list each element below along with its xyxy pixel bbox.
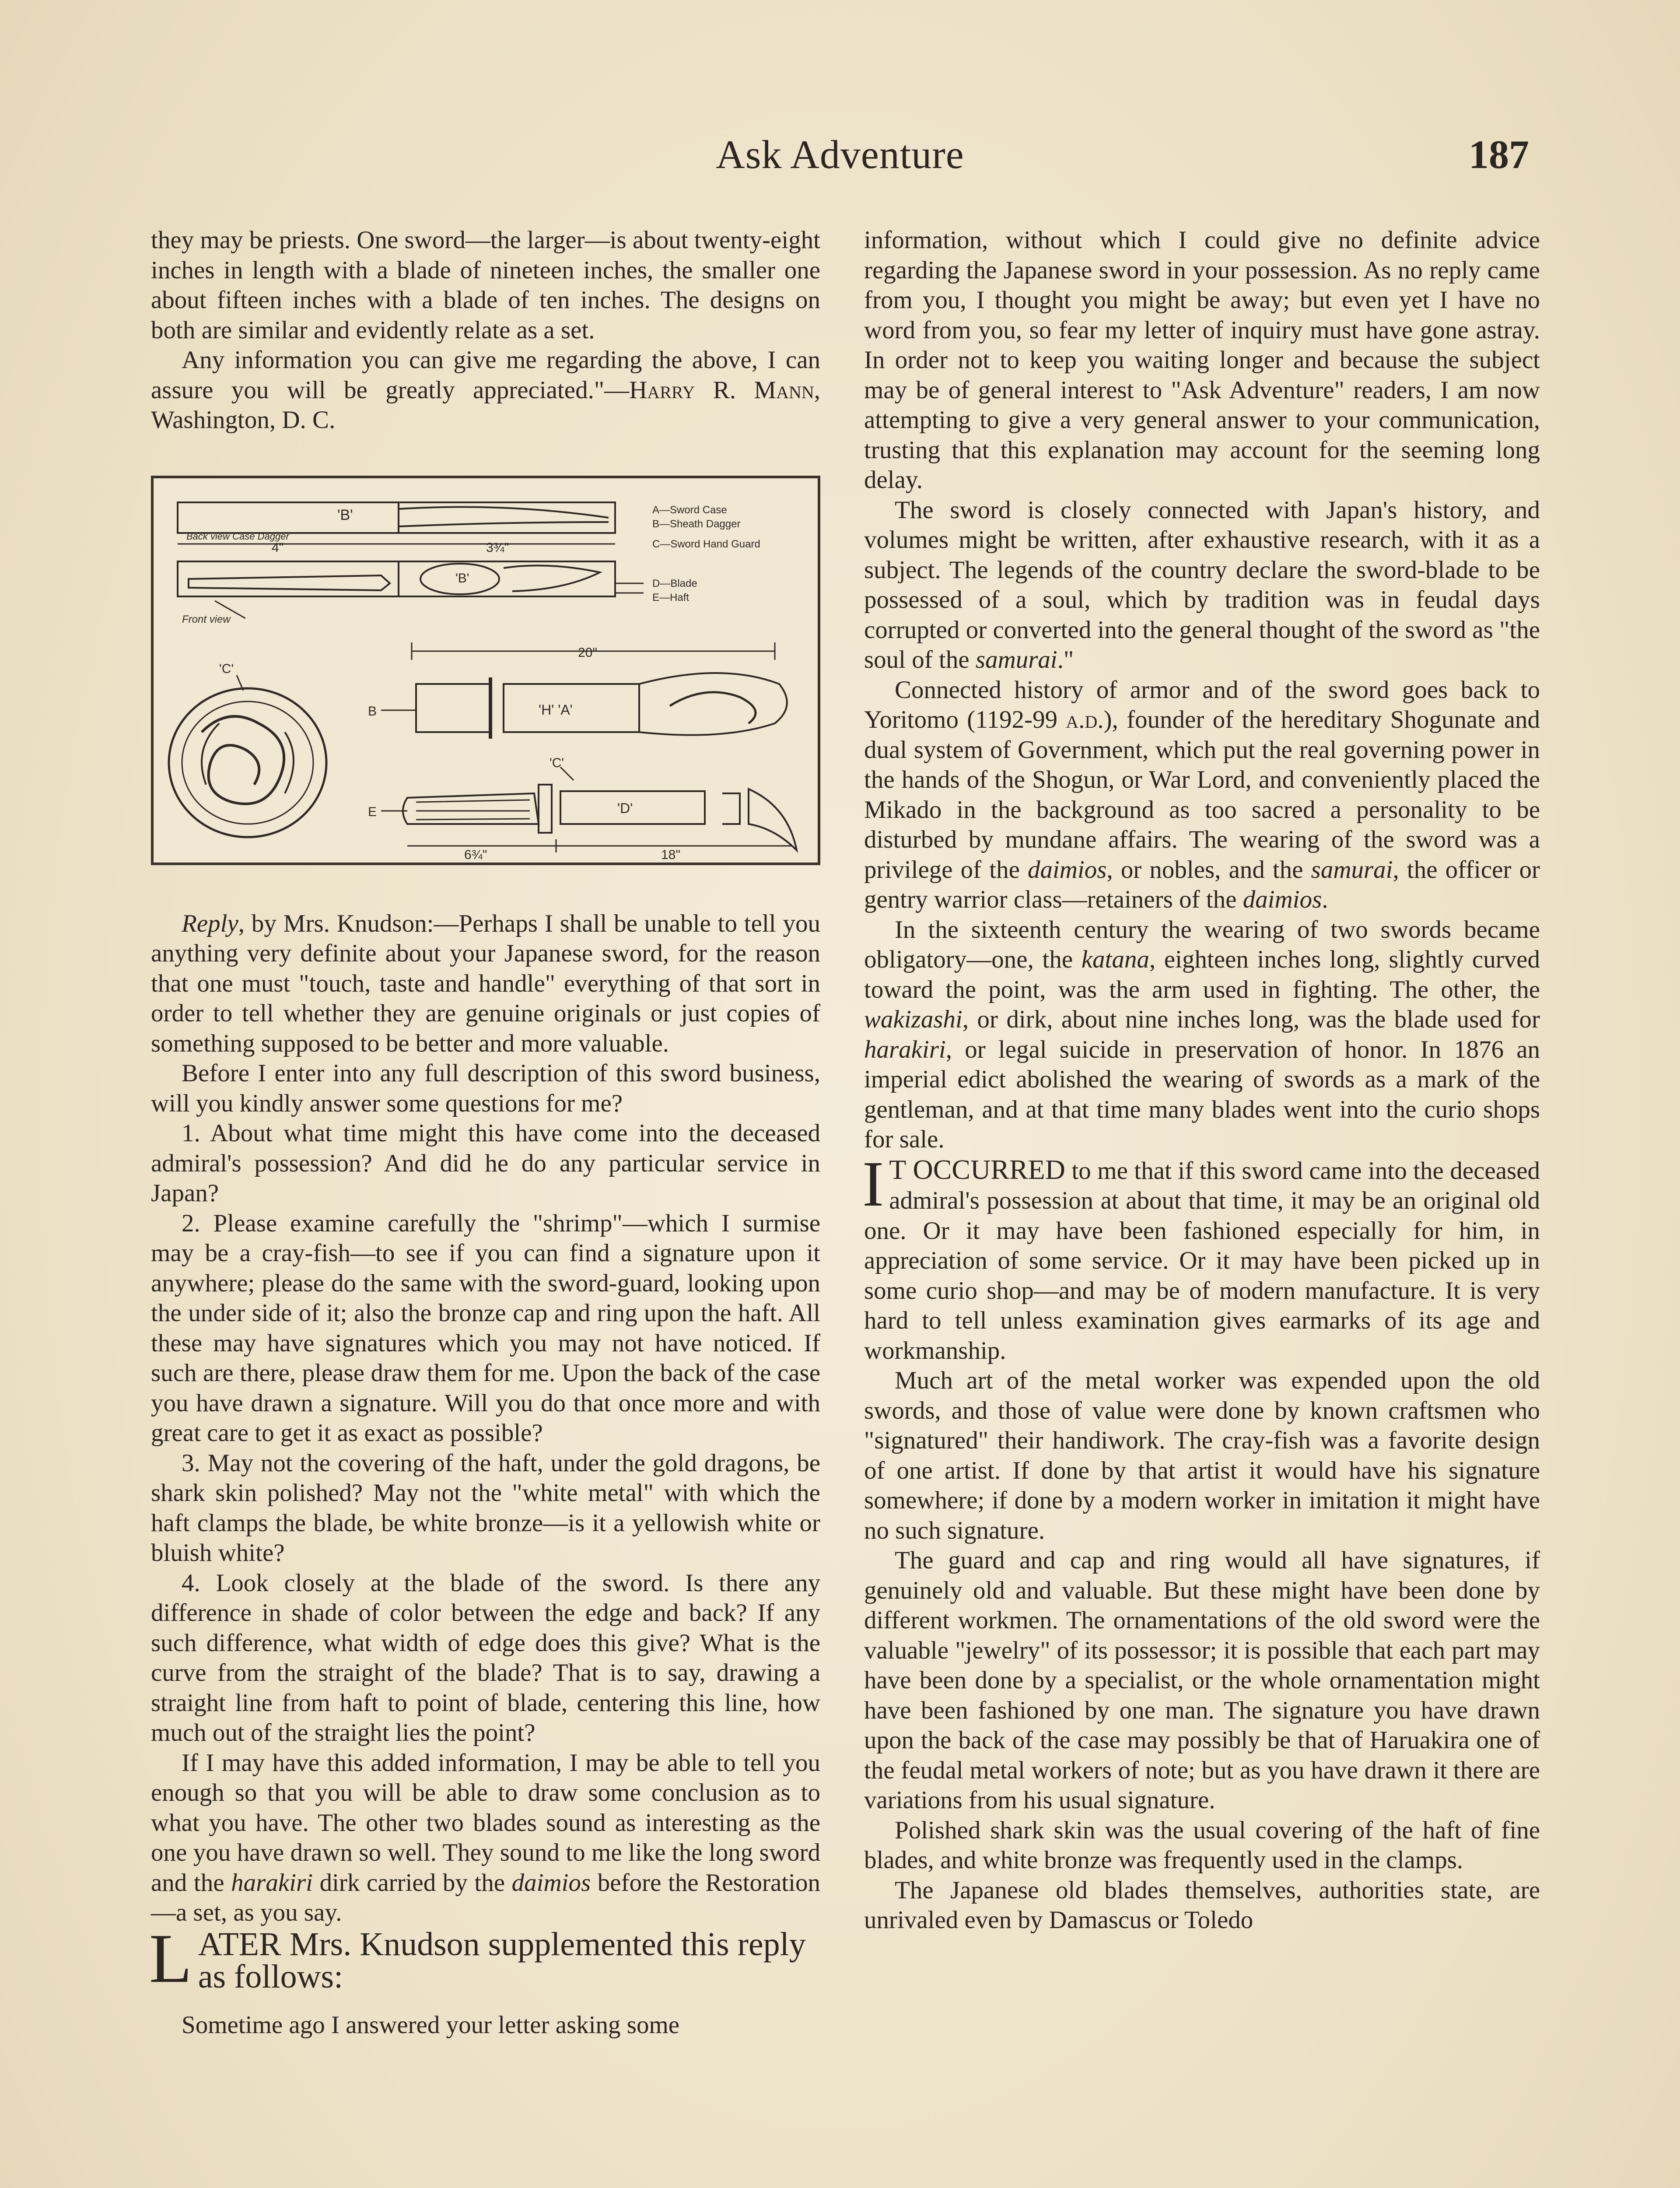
paragraph: In the sixteenth century the wearing of two swords became obligatory—one, the katana, eighteen inches long, slightly curved toward the point, was the arm used in fighting. The other, the wakizashi, or dirk, about nine inches long, was the blade used for harakiri, or legal suicide in preservation of honor. In 1876 an imperial edict abolished the wearing of swords as a mark of the gentleman, and at that time many blades went into the curio shops for sale.	[864, 915, 1540, 1153]
label-dim-6: 6¾"	[464, 847, 487, 862]
legend-item: D—Blade	[652, 577, 697, 589]
paragraph: The guard and cap and ring would all have signatures, if genuinely old and valuable. But these might have been done by different workmen. The ornamentations of the old sword were the valuable "jewelry" of its possessor; it is possible that each part may have been done by a specialist, or the whole ornamentation might have been fashioned by one man. The signature you have drawn upon the back of the case may possibly be that of Haruakira one of the feudal metal workers of note; but as you have drawn it there are variations from his usual signature.	[864, 1546, 1540, 1814]
label-b-top: 'B'	[337, 506, 353, 523]
paragraph: The Japanese old blades themselves, authorities state, are unrivaled even by Damascus or Toledo	[864, 1876, 1540, 1934]
legend-item: C—Sword Hand Guard	[652, 538, 760, 550]
sword-guard-drawing	[169, 675, 326, 837]
label-d: 'D'	[617, 800, 633, 816]
dirk-drawing	[381, 767, 797, 852]
label-b-side: B	[368, 704, 377, 719]
sword-diagram	[154, 478, 818, 863]
left-column	[151, 225, 820, 2040]
paragraph: they may be priests. One sword—the larger—is about twenty-eight inches in length with a blade of nineteen inches, the smaller one about fifteen inches with a blade of ten inches. The designs on both are similar and evidently relate as a set.	[151, 226, 820, 344]
legend-item: A—Sword Case	[652, 504, 727, 516]
paragraph: Any information you can give me regarding the above, I can assure you will be greatly appreciated."—Harry R. Mann, Washington, D. C.	[151, 346, 821, 434]
paragraph: Before I enter into any full description of this sword business, will you kindly answer some questions for me?	[151, 1059, 820, 1117]
section-heading: LATER Mrs. Knudson supplemented this reply as follows:	[149, 1919, 806, 1997]
right-column	[864, 225, 1540, 1936]
question-item: 1. About what time might this have come into the deceased admiral's possession? And did he do any particular service in Japan?	[151, 1119, 820, 1207]
question-item: 2. Please examine carefully the "shrimp"—which I surmise may be a cray-fish—to see if you can find a signature upon it anywhere; please do the same with the sword-guard, looking upon the under side of it; also the bronze cap and ring upon the haft. All these may have signatures which you may not have noticed. If such are there, please draw them for me. Upon the back of the case you have drawn a signature. Will you do that once more and with great care to get it as exact as possible?	[151, 1209, 820, 1447]
label-h-a: 'H' 'A'	[539, 701, 573, 718]
running-header-title: Ask Adventure	[716, 132, 964, 177]
legend-item: E—Haft	[652, 591, 690, 603]
paragraph: Sometime ago I answered your letter asking some	[182, 2011, 680, 2039]
label-c-top: 'C'	[219, 661, 234, 676]
question-item: 4. Look closely at the blade of the sword. Is there any difference in shade of color between the edge and back? If any such difference, what width of edge does this give? What is the curve from the straight of the blade? That is to say, drawing a straight line from haft to point of blade, centering this line, how much out of the straight lies the point?	[151, 1569, 820, 1746]
label-b-mid: 'B'	[455, 571, 469, 586]
label-back-view: Back view Case Dagger	[186, 530, 289, 542]
label-dim-18: 18"	[661, 847, 681, 862]
diagram-legend	[652, 504, 760, 603]
section-paragraph: I T OCCURRED to me that if this sword came into the deceased admiral's possession at about that time, it may be an original old one. Or it may have been fashioned especially for him, in appreciation of some service. Or it may have been picked up in some curio shop—and may be of modern manufacture. It is very hard to tell unless examination gives earmarks of its age and workmanship.	[862, 1148, 1540, 1364]
paragraph: Much art of the metal worker was expended upon the old swords, and those of value were done by known craftsmen who "signatured" their handiwork. The cray-fish was a favorite design of one artist. If done by that artist it would have his signature somewhere; if done by a modern worker in imitation it might have no such signature.	[864, 1367, 1540, 1544]
paragraph: If I may have this added information, I may be able to tell you enough so that you will be able to draw some conclusion as to what you have. The other two blades sound as interesting as the one you have drawn so well. They sound to me like the long sword and the harakiri dirk carried by the daimios before the Restoration—a set, as you say.	[151, 1749, 820, 1926]
paragraph: Polished shark skin was the usual covering of the haft of fine blades, and white bronze was frequently used in the clamps.	[864, 1816, 1540, 1874]
question-item: 3. May not the covering of the haft, under the gold dragons, be shark skin polished? May not the "white metal" with which the haft clamps the blade, be white bronze—is it a yellowish white or bluish white?	[151, 1449, 820, 1567]
label-e-side: E	[368, 804, 377, 819]
legend-item: B—Sheath Dagger	[652, 518, 741, 530]
paragraph: Reply, by Mrs. Knudson:—Perhaps I shall be unable to tell you anything very definite about your Japanese sword, for the reason that one must "touch, taste and handle" everything of that sort in order to tell whether they are genuine originals or just copies of something supposed to be better and more valuable.	[151, 909, 820, 1057]
label-dim-20: 20"	[578, 645, 598, 660]
label-c-mid: 'C'	[550, 755, 564, 770]
dagger-blade-drawing	[189, 575, 390, 590]
drop-cap: L	[149, 1919, 192, 1997]
label-dim-4: 4"	[272, 540, 284, 555]
reply-label: Reply	[182, 909, 238, 937]
signature-name: Harry R. Mann	[629, 376, 814, 404]
case-outline-top	[178, 502, 615, 533]
paragraph: The sword is closely connected with Japan's history, and volumes might be written, after exhaustive research, with it as a subject. The legends of the country declare the sword-blade to be possessed of a soul, which by tradition was in feudal days corrupted or converted into the general thought of the sword as "the soul of the samurai."	[864, 496, 1540, 673]
paragraph: information, without which I could give no definite advice regarding the Japanese sword in your possession. As no reply came from you, I thought you might be away; but even yet I have no word from you, so fear my letter of inquiry must have gone astray. In order not to keep you waiting longer and because the subject may be of general interest to "Ask Adventure" readers, I am now attempting to give a very general answer to your communication, trusting that this explanation may account for the seeming long delay.	[864, 226, 1540, 494]
drop-cap: I	[862, 1148, 884, 1220]
paragraph: Connected history of armor and of the sword goes back to Yoritomo (1192-99 a.d.), founder of the hereditary Shogunate and dual system of Government, which put the real governing power in the hands of the Shogun, or War Lord, and conveniently placed the Mikado in the background as too sacred a personality to be disturbed by mundane affairs. The wearing of the sword was a privilege of the daimios, or nobles, and the samurai, the officer or gentry warrior class—retainers of the daimios.	[864, 676, 1540, 913]
label-front-view: Front view	[182, 613, 231, 625]
sword-diagram-figure	[151, 476, 820, 865]
label-dim-3: 3¾"	[486, 540, 509, 555]
page-number: 187	[1469, 132, 1529, 177]
